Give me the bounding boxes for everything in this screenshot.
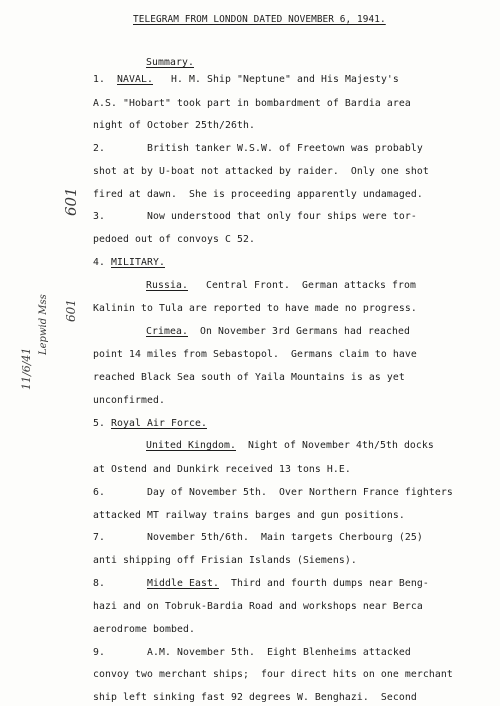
russia-line-2: Kalinin to Tula are reported to have made no progress. [93,303,417,314]
uk-line-1: United Kingdom. Night of November 4th/5th docks [146,440,434,451]
item-3-line-2: pedoed out of convoys C 52. [93,234,255,245]
item-1-line-3: night of October 25th/26th. [93,120,255,131]
margin-note-number-2: 601 [64,299,78,322]
summary-heading: Summary. [146,57,194,68]
item-4-heading: 4. MILITARY. [93,257,165,268]
item-9-line-2: convoy two merchant ships; four direct hits on one merchant [93,669,453,680]
item-5-heading: 5. Royal Air Force. [93,418,207,429]
item-6-line-1: 6. Day of November 5th. Over Northern France fighters [93,487,453,498]
item-2-line-2: shot at by U-boat not attacked by raider. Only one shot [93,166,429,177]
margin-note-signature: Lepwid Mss [38,294,49,355]
crimea-line-3: reached Black Sea south of Yaila Mountains is as yet [93,372,405,383]
item-6-line-2: attacked MT railway trains barges and gun positions. [93,510,405,521]
item-8-line-1: 8. Middle East. Third and fourth dumps near Beng- [93,578,429,589]
item-9-line-1: 9. A.M. November 5th. Eight Blenheims attacked [93,647,411,658]
item-9-line-3: ship left sinking fast 92 degrees W. Benghazi. Second [93,692,417,703]
item-1-line-2: A.S. "Hobart" took part in bombardment of Bardia area [93,98,411,109]
crimea-line-2: point 14 miles from Sebastopol. Germans claim to have [93,349,417,360]
item-7-line-2: anti shipping off Frisian Islands (Siemens). [93,555,357,566]
item-2-line-3: fired at dawn. She is proceeding apparently undamaged. [93,189,423,200]
item-8-line-2: hazi and on Tobruk-Bardia Road and workshops near Berca [93,601,423,612]
item-3-line-1: 3. Now understood that only four ships were tor- [93,211,417,222]
item-8-line-3: aerodrome bombed. [93,624,195,635]
document-title: TELEGRAM FROM LONDON DATED NOVEMBER 6, 1941. [133,14,386,25]
russia-line-1: Russia. Central Front. German attacks from [146,280,416,291]
crimea-line-4: unconfirmed. [93,395,165,406]
item-1-line-1: 1. NAVAL. H. M. Ship "Neptune" and His Majesty's [93,74,399,85]
margin-note-date: 11/6/41 [20,347,33,390]
item-7-line-1: 7. November 5th/6th. Main targets Cherbourg (25) [93,532,423,543]
item-2-line-1: 2. British tanker W.S.W. of Freetown was probably [93,143,423,154]
uk-line-2: at Ostend and Dunkirk received 13 tons H.E. [93,464,351,475]
crimea-line-1: Crimea. On November 3rd Germans had reached [146,326,410,337]
margin-note-number-1: 601 [62,187,80,216]
